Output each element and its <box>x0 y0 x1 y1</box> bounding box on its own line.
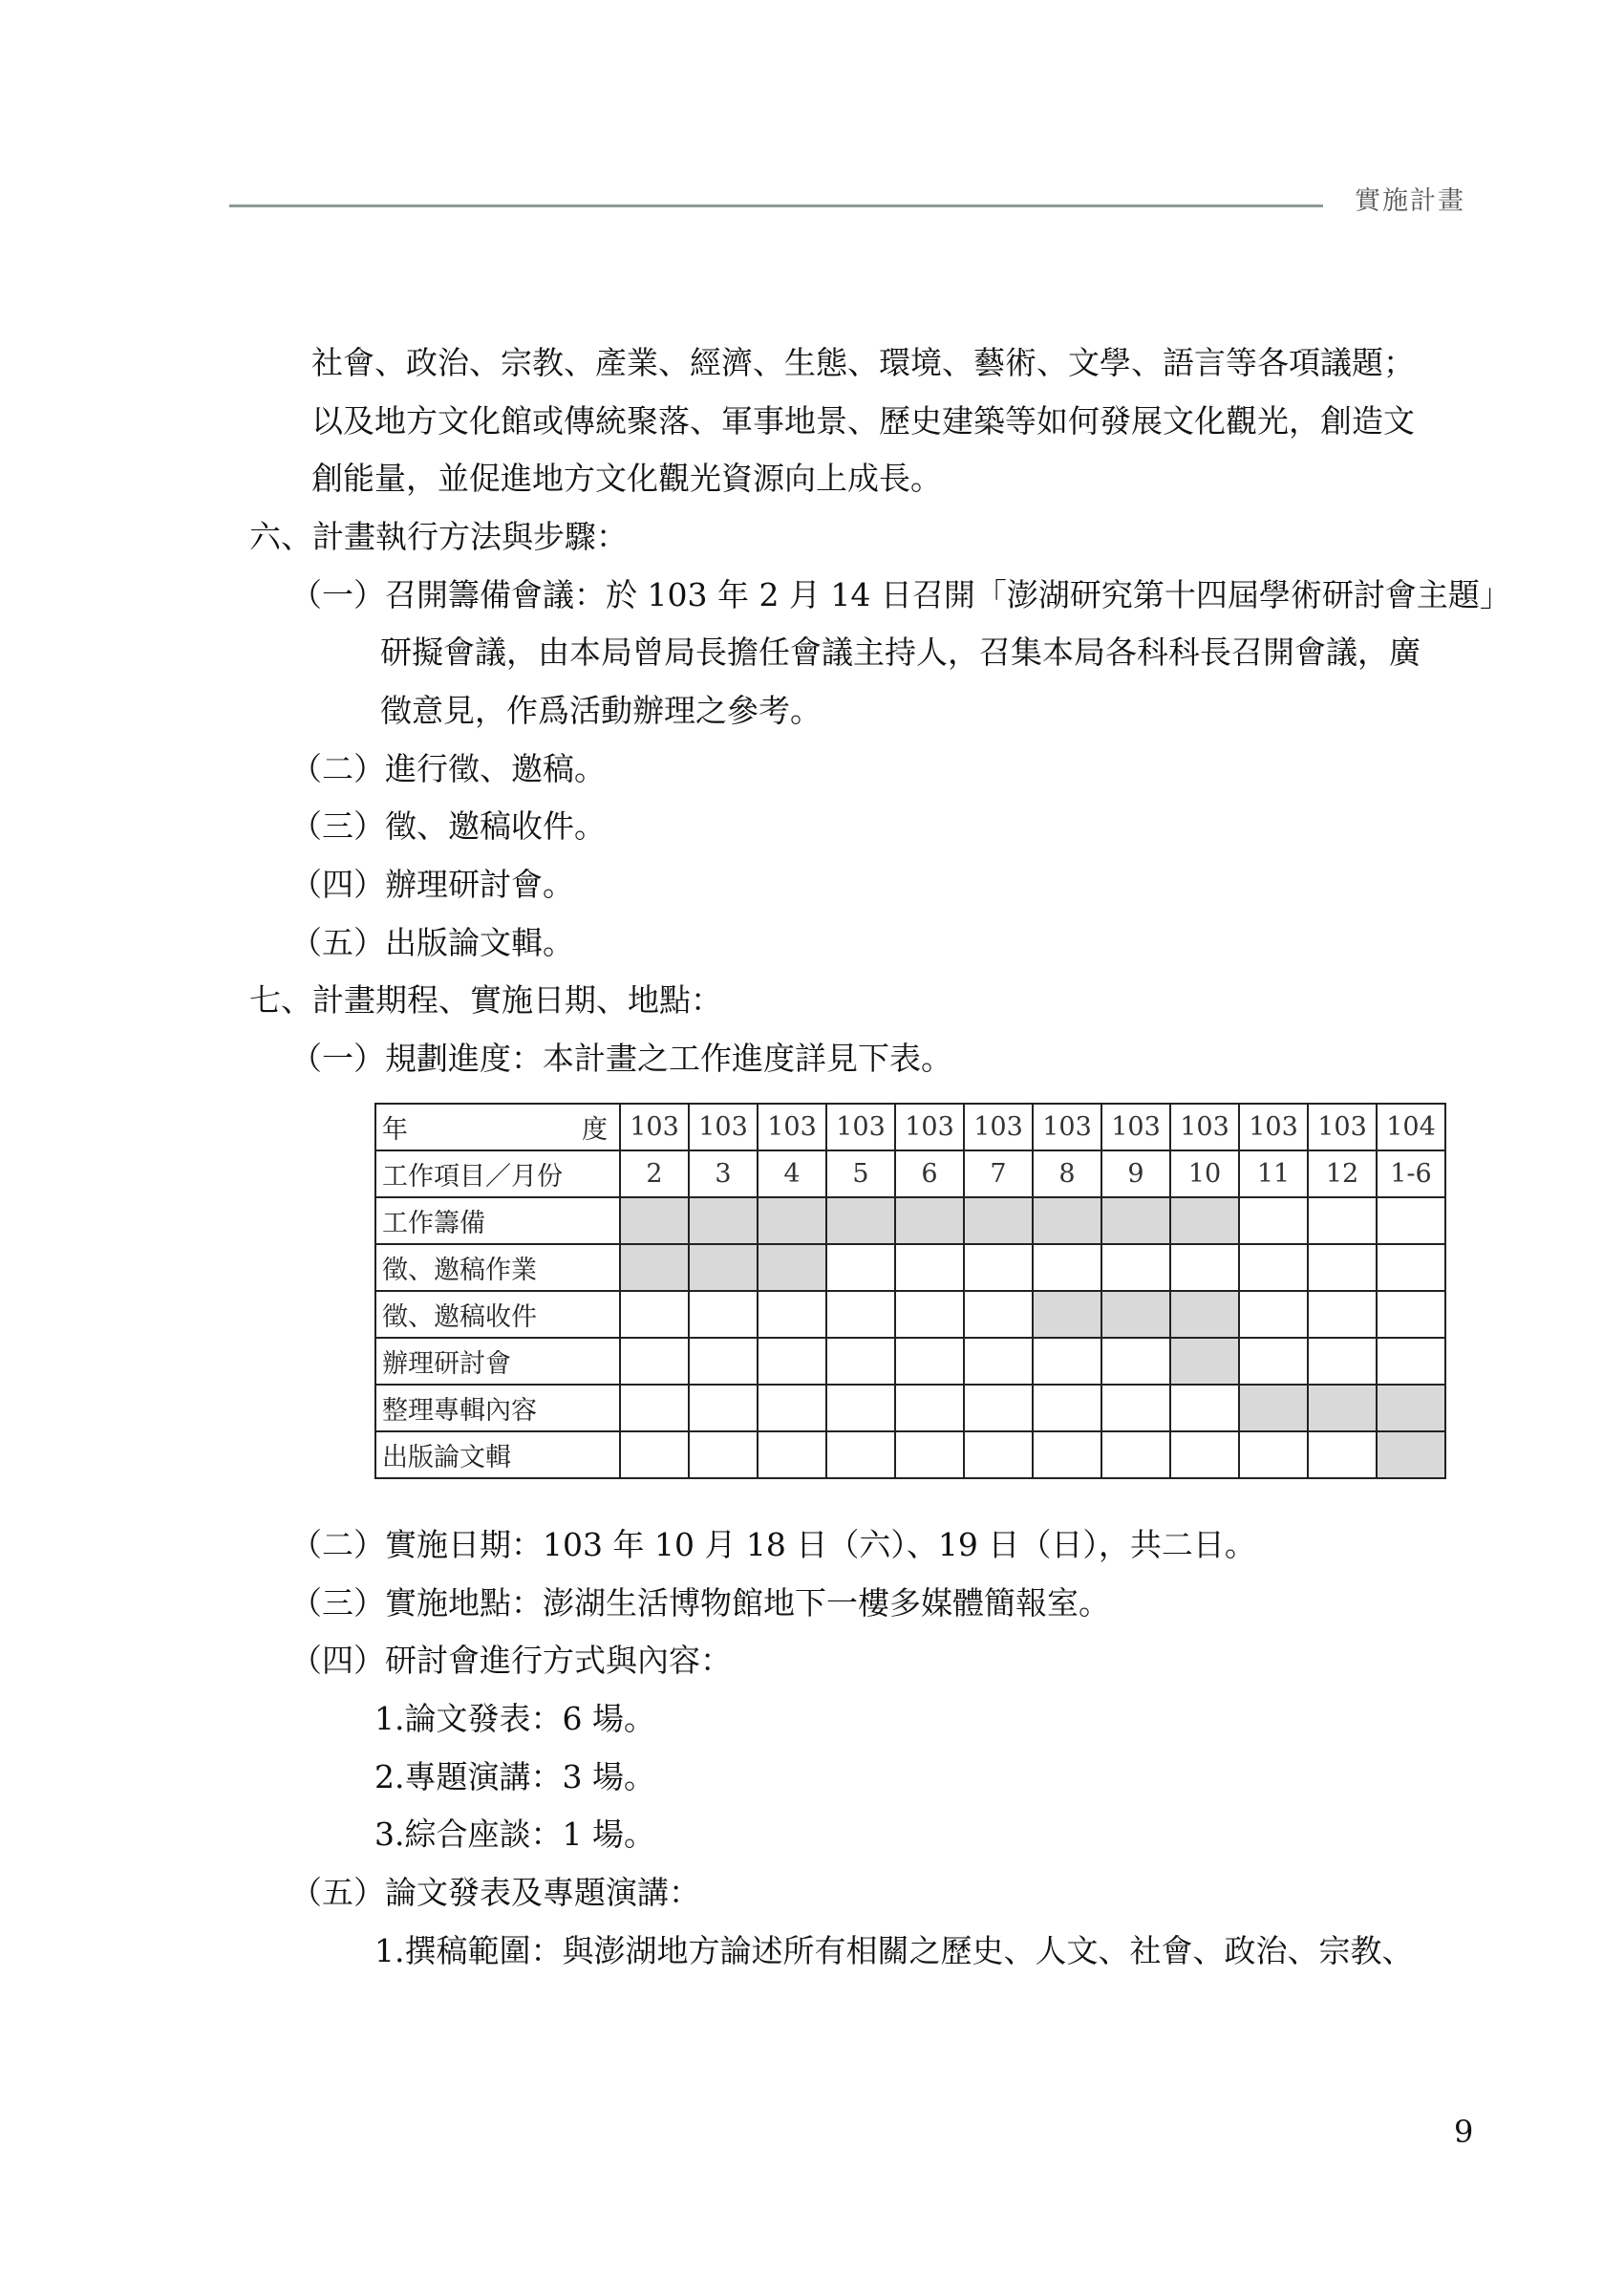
schedule-cell-active <box>1308 1385 1377 1431</box>
schedule-cell <box>1377 1291 1445 1338</box>
schedule-cell-active <box>689 1244 758 1291</box>
schedule-cell <box>758 1291 826 1338</box>
schedule-table <box>374 1103 1446 1479</box>
year-cell: 103 <box>1239 1104 1308 1150</box>
schedule-cell <box>1170 1244 1239 1291</box>
schedule-cell <box>826 1244 895 1291</box>
task-label: 出版論文輯 <box>375 1431 620 1478</box>
schedule-cell <box>1239 1291 1308 1338</box>
schedule-cell-active <box>758 1197 826 1244</box>
table-row <box>375 1197 1445 1244</box>
schedule-cell-active <box>689 1197 758 1244</box>
schedule-cell <box>1377 1244 1445 1291</box>
schedule-cell <box>826 1291 895 1338</box>
body-line: （一）規劃進度：本計畫之工作進度詳見下表。 <box>290 1040 952 1077</box>
schedule-cell-active <box>895 1197 964 1244</box>
schedule-cell <box>1239 1197 1308 1244</box>
task-label: 徵、邀稿作業 <box>375 1244 620 1291</box>
schedule-cell <box>620 1385 689 1431</box>
schedule-cell <box>964 1385 1033 1431</box>
year-cell: 104 <box>1377 1104 1445 1150</box>
schedule-cell <box>1308 1197 1377 1244</box>
body-line: 1.撰稿範圍：與澎湖地方論述所有相關之歷史、人文、社會、政治、宗教、 <box>374 1932 1414 1969</box>
body-line: （三）徵、邀稿收件。 <box>290 807 606 845</box>
body-line: （二）實施日期：103 年 10 月 18 日（六）、19 日（日），共二日。 <box>290 1526 1256 1563</box>
schedule-cell <box>1377 1338 1445 1385</box>
schedule-cell <box>1308 1338 1377 1385</box>
body-line: 社會、政治、宗教、產業、經濟、生態、環境、藝術、文學、語言等各項議題； <box>311 344 1415 381</box>
month-cell: 3 <box>689 1150 758 1197</box>
body-line: 創能量，並促進地方文化觀光資源向上成長。 <box>311 460 942 497</box>
table-row <box>375 1338 1445 1385</box>
year-label: 度 <box>582 1115 608 1145</box>
month-cell: 2 <box>620 1150 689 1197</box>
schedule-cell-active <box>1101 1291 1170 1338</box>
schedule-cell <box>620 1431 689 1478</box>
schedule-cell <box>964 1338 1033 1385</box>
schedule-cell-active <box>826 1197 895 1244</box>
schedule-cell-active <box>620 1197 689 1244</box>
month-cell: 11 <box>1239 1150 1308 1197</box>
schedule-cell <box>620 1338 689 1385</box>
year-cell: 103 <box>826 1104 895 1150</box>
month-cell: 10 <box>1170 1150 1239 1197</box>
month-cell: 8 <box>1033 1150 1101 1197</box>
schedule-cell <box>689 1291 758 1338</box>
schedule-cell-active <box>1170 1291 1239 1338</box>
schedule-cell <box>1033 1385 1101 1431</box>
schedule-cell <box>1101 1338 1170 1385</box>
schedule-cell-active <box>1239 1385 1308 1431</box>
year-cell: 103 <box>964 1104 1033 1150</box>
year-cell: 103 <box>1101 1104 1170 1150</box>
table-row-months <box>375 1150 1445 1197</box>
schedule-cell <box>758 1338 826 1385</box>
section-heading-6: 六、計畫執行方法與步驟： <box>249 518 628 555</box>
schedule-cell <box>826 1385 895 1431</box>
schedule-cell <box>1377 1197 1445 1244</box>
schedule-cell <box>1033 1244 1101 1291</box>
schedule-cell <box>1308 1291 1377 1338</box>
year-cell: 103 <box>758 1104 826 1150</box>
body-line: （五）論文發表及專題演講： <box>290 1874 700 1911</box>
schedule-cell <box>1033 1431 1101 1478</box>
schedule-cell <box>964 1244 1033 1291</box>
schedule-cell <box>758 1431 826 1478</box>
body-line: 1.論文發表：6 場。 <box>374 1700 655 1737</box>
schedule-cell <box>689 1431 758 1478</box>
schedule-cell <box>964 1431 1033 1478</box>
schedule-cell <box>895 1338 964 1385</box>
schedule-cell <box>689 1385 758 1431</box>
schedule-cell <box>1170 1385 1239 1431</box>
item-month-header-cell: 工作項目／月份 <box>375 1150 620 1197</box>
schedule-cell-active <box>1033 1291 1101 1338</box>
schedule-cell-active <box>1170 1338 1239 1385</box>
table-row <box>375 1291 1445 1338</box>
month-cell: 9 <box>1101 1150 1170 1197</box>
year-cell: 103 <box>689 1104 758 1150</box>
task-label: 工作籌備 <box>375 1197 620 1244</box>
year-cell: 103 <box>895 1104 964 1150</box>
month-cell: 12 <box>1308 1150 1377 1197</box>
schedule-cell <box>620 1291 689 1338</box>
schedule-cell <box>826 1338 895 1385</box>
task-label: 整理專輯內容 <box>375 1385 620 1431</box>
month-cell: 6 <box>895 1150 964 1197</box>
month-cell: 7 <box>964 1150 1033 1197</box>
schedule-cell <box>1101 1431 1170 1478</box>
schedule-cell-active <box>1101 1197 1170 1244</box>
body-line: （四）辦理研討會。 <box>290 866 574 903</box>
month-cell: 4 <box>758 1150 826 1197</box>
schedule-cell <box>1033 1338 1101 1385</box>
body-line: 徵意見，作爲活動辦理之參考。 <box>380 692 822 729</box>
table-row <box>375 1431 1445 1478</box>
schedule-cell <box>1308 1431 1377 1478</box>
schedule-cell <box>758 1385 826 1431</box>
schedule-cell-active <box>1033 1197 1101 1244</box>
running-header: 實施計畫 <box>1355 186 1465 216</box>
body-line: （四）研討會進行方式與內容： <box>290 1642 732 1679</box>
schedule-cell-active <box>964 1197 1033 1244</box>
body-line: （二）進行徵、邀稿。 <box>290 750 606 787</box>
schedule-cell <box>1239 1338 1308 1385</box>
schedule-cell <box>826 1431 895 1478</box>
schedule-cell-active <box>1377 1385 1445 1431</box>
header-rule <box>229 204 1323 207</box>
task-label: 徵、邀稿收件 <box>375 1291 620 1338</box>
year-header-cell <box>375 1104 620 1150</box>
year-cell: 103 <box>1033 1104 1101 1150</box>
schedule-cell-active <box>620 1244 689 1291</box>
month-cell: 1-6 <box>1377 1150 1445 1197</box>
body-line: （三）實施地點：澎湖生活博物館地下一樓多媒體簡報室。 <box>290 1584 1110 1622</box>
year-cell: 103 <box>1308 1104 1377 1150</box>
schedule-cell <box>895 1385 964 1431</box>
schedule-cell-active <box>1377 1431 1445 1478</box>
body-line: 研擬會議，由本局曾局長擔任會議主持人，召集本局各科科長召開會議，廣 <box>380 634 1421 671</box>
schedule-cell <box>895 1244 964 1291</box>
schedule-cell <box>1101 1385 1170 1431</box>
table-row <box>375 1385 1445 1431</box>
month-cell: 5 <box>826 1150 895 1197</box>
table-row-years <box>375 1104 1445 1150</box>
schedule-cell <box>1170 1431 1239 1478</box>
body-line: （一）召開籌備會議：於 103 年 2 月 14 日召開「澎湖研究第十四屆學術研討會主題」 <box>290 576 1511 613</box>
schedule-cell-active <box>758 1244 826 1291</box>
section-heading-7: 七、計畫期程、實施日期、地點： <box>249 981 722 1019</box>
schedule-cell <box>895 1291 964 1338</box>
schedule-cell <box>895 1431 964 1478</box>
body-line: （五）出版論文輯。 <box>290 924 574 961</box>
page-number: 9 <box>1454 2114 1474 2150</box>
table-row <box>375 1244 1445 1291</box>
schedule-cell-active <box>1170 1197 1239 1244</box>
schedule-cell <box>1101 1244 1170 1291</box>
schedule-cell <box>964 1291 1033 1338</box>
schedule-cell <box>689 1338 758 1385</box>
schedule-cell <box>1239 1244 1308 1291</box>
body-line: 2.專題演講：3 場。 <box>374 1758 655 1795</box>
year-cell: 103 <box>1170 1104 1239 1150</box>
year-cell: 103 <box>620 1104 689 1150</box>
year-label: 年 <box>382 1115 408 1145</box>
schedule-cell <box>1239 1431 1308 1478</box>
task-label: 辦理研討會 <box>375 1338 620 1385</box>
body-line: 以及地方文化館或傳統聚落、軍事地景、歷史建築等如何發展文化觀光，創造文 <box>311 402 1415 440</box>
body-line: 3.綜合座談：1 場。 <box>374 1816 655 1853</box>
schedule-cell <box>1308 1244 1377 1291</box>
